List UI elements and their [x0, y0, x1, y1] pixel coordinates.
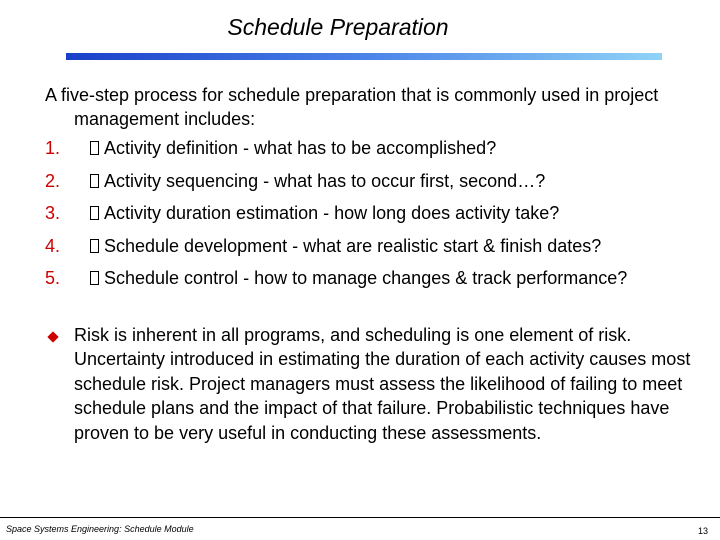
box-icon [90, 174, 99, 188]
slide-title: Schedule Preparation [227, 14, 449, 40]
step-item [45, 266, 705, 299]
step-number: 3. [45, 203, 61, 223]
step-number: 1. [45, 138, 61, 158]
step-text: Activity duration estimation - how long does activity take? [104, 203, 560, 223]
step-number: 2. [45, 170, 61, 191]
box-icon [90, 206, 99, 220]
step-text: Schedule development - what are realistic start & finish dates? [104, 235, 602, 256]
intro-paragraph: A five-step process for schedule preparation that is commonly used in project management includes: [45, 85, 659, 129]
step-text: Activity sequencing - what has to occur first, second…? [104, 170, 546, 191]
title-underline-bar [66, 53, 662, 60]
diamond-bullet-icon [47, 331, 58, 342]
box-icon [90, 239, 99, 253]
step-number: 4. [45, 235, 61, 256]
step-item [45, 136, 705, 169]
box-icon [90, 271, 99, 285]
step-list [45, 136, 705, 299]
footer-divider [0, 517, 720, 518]
page-number: 13 [697, 526, 708, 536]
risk-paragraph: Risk is inherent in all programs, and scheduling is one element of risk. Uncertainty introduced in estimating the duration of each activity causes most schedule risk. Project managers must assess the likelihood of failing to meet schedule plans and the impact of that failure. Probabilistic techniques have proven to be very useful in conducting these assessments. [74, 325, 691, 443]
step-item [45, 201, 705, 234]
footer-course-name: Space Systems Engineering: Schedule Module [6, 524, 194, 534]
step-item [45, 169, 705, 202]
box-icon [90, 141, 99, 155]
step-item [45, 234, 705, 267]
step-number: 5. [45, 268, 61, 288]
step-text: Activity definition - what has to be accomplished? [104, 138, 497, 158]
step-text: Schedule control - how to manage changes & track performance? [104, 268, 628, 288]
